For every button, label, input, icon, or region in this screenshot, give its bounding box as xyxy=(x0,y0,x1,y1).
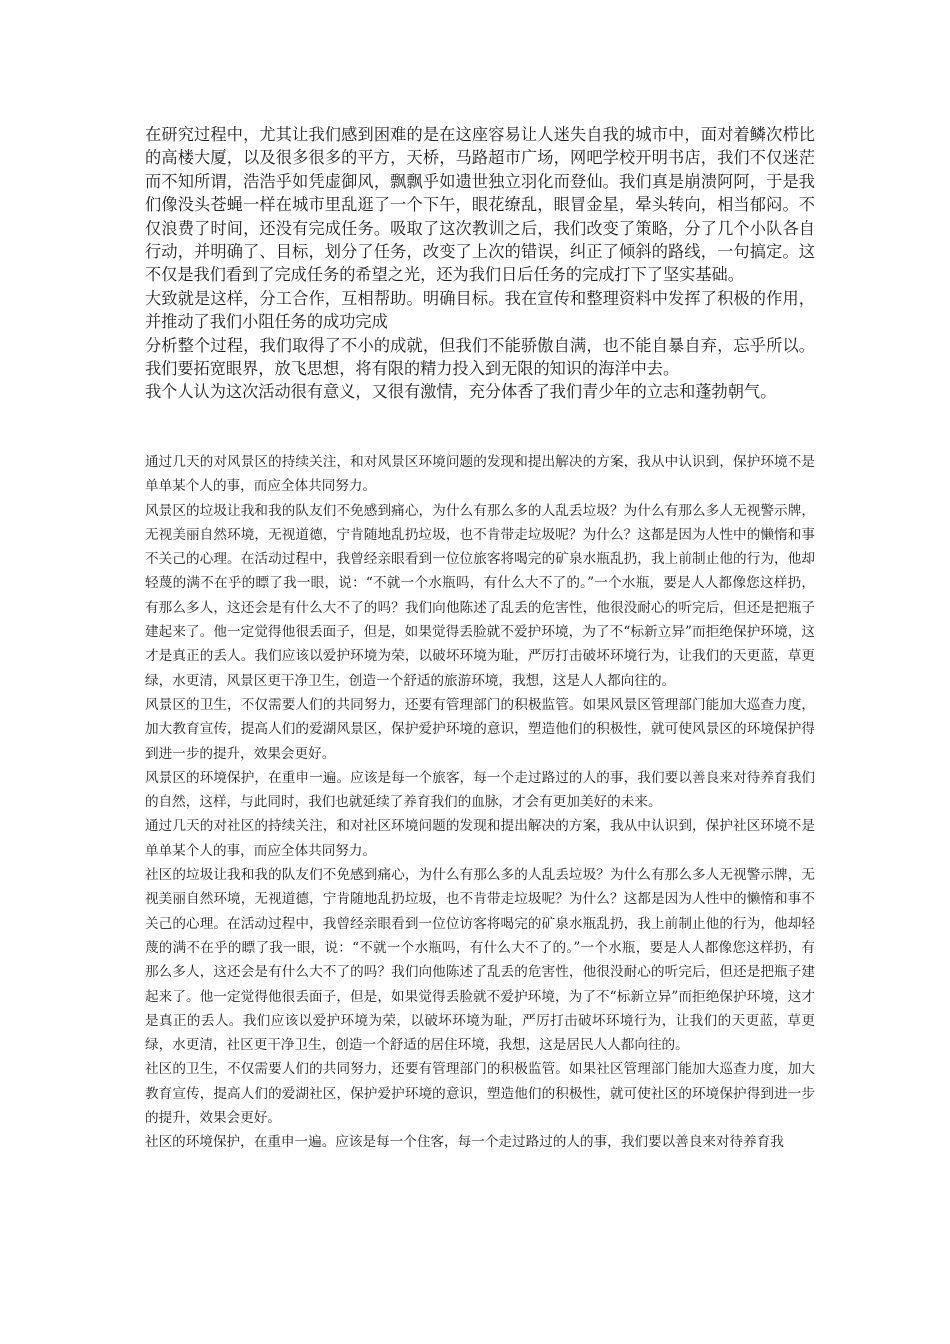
paragraph: 风景区的垃圾让我和我的队友们不免感到痛心，为什么有那么多的人乱丢垃圾？为什么有那么多人无视警示牌，无视美丽自然环境，无视道德，宁肯随地乱扔垃圾，也不肯带走垃圾呢？为什么？这都是因为人性中的懒惰和事不关己的心理。在活动过程中，我曾经亲眼看到一位位旅客将喝完的矿泉水瓶乱扔，我上前制止他的行为，他却轻蔑的满不在乎的瞟了我一眼，说：“不就一个水瓶吗，有什么大不了的。”一个水瓶，要是人人都像您这样扔，有那么多人，这还会是有什么大不了的吗？我们向他陈述了乱丢的危害性，他很没耐心的听完后，但还是把瓶子建起来了。他一定觉得他很丢面子，但是，如果觉得丢脸就不爱护环境，为了不“标新立异”而拒绝保护环境，这才是真正的丢人。我们应该以爱护环境为荣，以破坏环境为耻，严厉打击破坏环境行为，让我们的天更蓝，草更绿，水更清，风景区更干净卫生，创造一个舒适的旅游环境，我想，这是人人都向往的。 xyxy=(145,502,815,689)
paragraph: 我个人认为这次活动很有意义，又很有激情，充分体香了我们青少年的立志和蓬勃朝气。 xyxy=(145,382,777,402)
paragraph: 社区的垃圾让我和我的队友们不免感到痛心，为什么有那么多的人乱丢垃圾？为什么有那么多人无视警示牌，无视美丽自然环境，无视道德，宁肯随地乱扔垃圾，也不肯带走垃圾呢？为什么？这都是因为人性中的懒惰和事不关己的心理。在活动过程中，我曾经亲眼看到一位位访客将喝完的矿泉水瓶乱扔，我上前制止他的行为，他却轻蔑的满不在乎的瞟了我一眼，说：“不就一个水瓶吗，有什么大不了的。”一个水瓶，要是人人都像您这样扔，有那么多人，这还会是有什么大不了的吗？我们向他陈述了乱丢的危害性，他很没耐心的听完后，但还是把瓶子建起来了。他一定觉得他很丢面子，但是，如果觉得丢脸就不爱护环境，为了不“标新立异”而拒绝保护环境，这才是真正的丢人。我们应该以爱护环境为荣，以破坏环境为耻，严厉打击破坏环境行为，让我们的天更蓝，草更绿，水更清，社区更干净卫生，创造一个舒适的居住环境，我想，这是居民人人都向往的。 xyxy=(145,867,815,1054)
paragraph: 社区的卫生，不仅需要人们的共同努力，还要有管理部门的积极监管。如果社区管理部门能加大巡查力度，加大教育宣传，提高人们的爱湖社区，保护爱护环境的意识，塑造他们的积极性，就可使社区的环境保护得到进一步的提升，效果会更好。 xyxy=(145,1061,815,1127)
paragraph: 通过几天的对社区的持续关注，和对社区环境问题的发现和提出解决的方案，我从中认识到，保护社区环境不是单单某个人的事，而应全体共同努力。 xyxy=(145,818,815,859)
activity-reflection-section xyxy=(145,123,815,404)
paragraph: 通过几天的对风景区的持续关注，和对风景区环境问题的发现和提出解决的方案，我从中认识到，保护环境不是单单某个人的事，而应全体共同努力。 xyxy=(145,454,815,495)
paragraph: 风景区的环境保护，在重申一遍。应该是每一个旅客，每一个走过路过的人的事，我们要以善良来对待养育我们的自然，这样，与此同时，我们也就延续了养育我们的血脉，才会有更加美好的未来。 xyxy=(145,769,815,811)
paragraph: 在研究过程中，尤其让我们感到困难的是在这座容易让人迷失自我的城市中，面对着鳞次栉比的高楼大厦，以及很多很多的平方，天桥，马路超市广场，网吧学校开明书店，我们不仅迷茫而不知所谓，浩浩乎如凭虚御风，飘飘乎如遗世独立羽化而登仙。我们真是崩溃阿阿，于是我们像没头苍蝇一样在城市里乱逛了一个下午，眼花缭乱，眼冒金星，晕头转向，相当郁闷。不仅浪费了时间，还没有完成任务。吸取了这次教训之后，我们改变了策略，分了几个小队各自行动，并明确了、目标，划分了任务，改变了上次的错误，纠正了倾斜的路线，一句搞定。这不仅是我们看到了完成任务的希望之光，还为我们日后任务的完成打下了坚实基础。 xyxy=(145,125,815,285)
paragraph: 风景区的卫生，不仅需要人们的共同努力，还要有管理部门的积极监管。如果风景区管理部门能加大巡查力度，加大教育宣传，提高人们的爱湖风景区，保护爱护环境的意识，塑造他们的积极性，就可使风景区的环境保护得到进一步的提升，效果会更好。 xyxy=(145,696,815,762)
paragraph: 分析整个过程，我们取得了不小的成就，但我们不能骄傲自满，也不能自暴自弃，忘乎所以。我们要拓宽眼界，放飞思想，将有限的精力投入到无限的知识的海洋中去。 xyxy=(145,335,815,379)
paragraph: 大致就是这样，分工合作，互相帮助。明确目标。我在宣传和整理资料中发挥了积极的作用，并推动了我们小阻任务的成功完成 xyxy=(145,288,815,332)
paragraph: 社区的环境保护，在重申一遍。应该是每一个住客，每一个走过路过的人的事，我们要以善良来对待养育我 xyxy=(145,1134,784,1151)
environment-protection-section xyxy=(145,450,815,1155)
